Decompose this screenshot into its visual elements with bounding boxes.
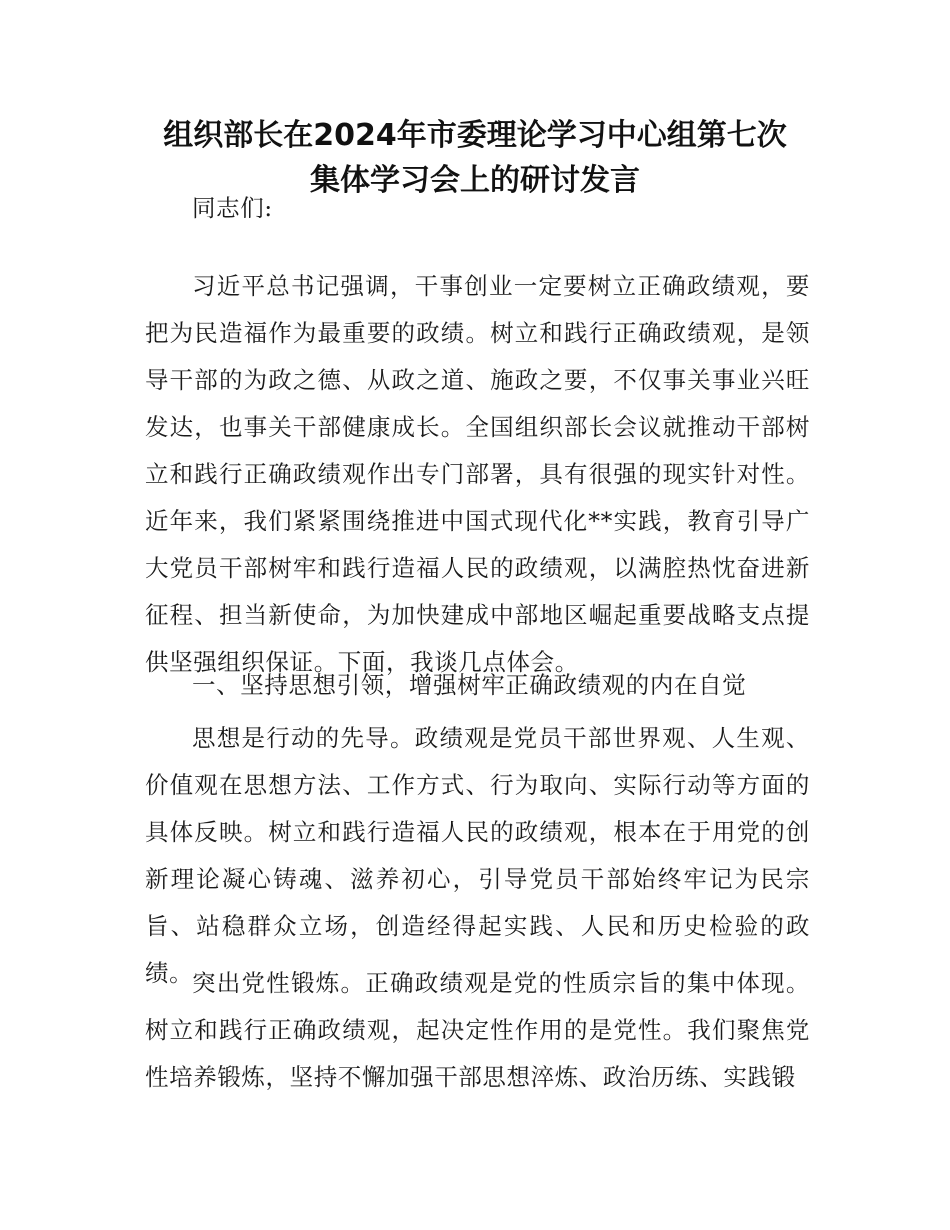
section-heading-1: 一、坚持思想引领，增强树牢正确政绩观的内在自觉 <box>192 671 747 699</box>
paragraph-intro: 习近平总书记强调，干事创业一定要树立正确政绩观，要把为民造福作为最重要的政绩。树立和践行正确政绩观，是领导干部的为政之德、从政之道、施政之要，不仅事关事业兴旺发达，也事关干部健康成长。全国组织部长会议就推动干部树立和践行正确政绩观作出专门部署，具有很强的现实针对性。近年来，我们紧紧围绕推进中国式现代化**实践，教育引导广大党员干部树牢和践行造福人民的政绩观，以满腔热忱奋进新征程、担当新使命，为加快建成中部地区崛起重要战略支点提供坚强组织保证。下面，我谈几点体会。 <box>145 272 810 676</box>
paragraph-party-spirit: 突出党性锻炼。正确政绩观是党的性质宗旨的集中体现。树立和践行正确政绩观，起决定性作用的是党性。我们聚焦党性培养锻炼，坚持不懈加强干部思想淬炼、政治历练、实践锻 <box>145 969 810 1091</box>
paragraph-section-1: 思想是行动的先导。政绩观是党员干部世界观、人生观、价值观在思想方法、工作方式、行为取向、实际行动等方面的具体反映。树立和践行造福人民的政绩观，根本在于用党的创新理论凝心铸魂、滋养初心，引导党员干部始终牢记为民宗旨、站稳群众立场，创造经得起实践、人民和历史检验的政绩。 <box>145 724 810 987</box>
document-title-line-2: 集体学习会上的研讨发言 <box>310 163 640 198</box>
document-title-line-1: 组织部长在2024年市委理论学习中心组第七次 <box>163 118 787 153</box>
salutation: 同志们: <box>192 194 273 222</box>
